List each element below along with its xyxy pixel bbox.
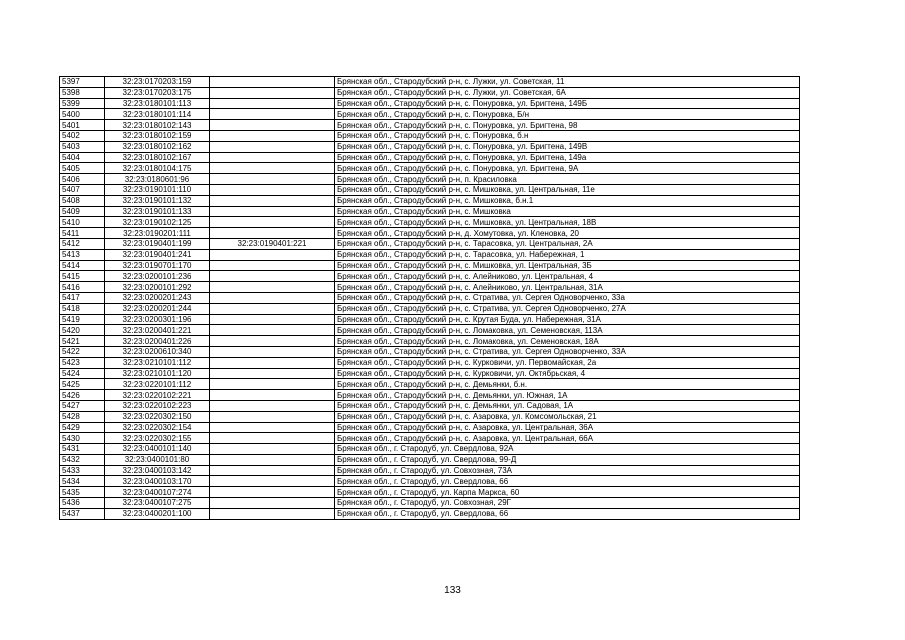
address-cell: Брянская обл., Стародубский р-н, с. Мишковка, ул. Центральная, 18В: [335, 217, 800, 228]
table-row: [60, 77, 800, 88]
table-row: [60, 433, 800, 444]
address-cell: Брянская обл., Стародубский р-н, с. Мишковка, ул. Центральная, 11е: [335, 184, 800, 195]
cadastral-number-cell: 32:23:0200101:236: [105, 271, 210, 282]
related-cadastral-cell: [210, 368, 335, 379]
related-cadastral-cell: [210, 260, 335, 271]
table-row: [60, 98, 800, 109]
row-number-cell: 5411: [60, 228, 105, 239]
row-number-cell: 5425: [60, 379, 105, 390]
address-cell: Брянская обл., г. Стародуб, ул. Карпа Маркса, 60: [335, 487, 800, 498]
related-cadastral-cell: [210, 454, 335, 465]
cadastral-number-cell: 32:23:0400107:274: [105, 487, 210, 498]
cadastral-number-cell: 32:23:0170203:175: [105, 87, 210, 98]
row-number-cell: 5418: [60, 303, 105, 314]
address-cell: Брянская обл., Стародубский р-н, с. Стратива, ул. Сергея Одноворченко, 33а: [335, 292, 800, 303]
address-cell: Брянская обл., Стародубский р-н, с. Понуровка, ул. Бригтена, 98: [335, 120, 800, 131]
row-number-cell: 5402: [60, 130, 105, 141]
address-cell: Брянская обл., г. Стародуб, ул. Свердлова, 66: [335, 476, 800, 487]
address-cell: Брянская обл., г. Стародуб, ул. Свердлова, 99-Д: [335, 454, 800, 465]
address-cell: Брянская обл., Стародубский р-н, с. Мишковка, ул. Центральная, 3Б: [335, 260, 800, 271]
related-cadastral-cell: [210, 292, 335, 303]
row-number-cell: 5426: [60, 390, 105, 401]
cadastral-number-cell: 32:23:0400103:142: [105, 465, 210, 476]
related-cadastral-cell: [210, 228, 335, 239]
table-row: [60, 238, 800, 249]
cadastral-number-cell: 32:23:0210101:112: [105, 357, 210, 368]
address-cell: Брянская обл., Стародубский р-н, д. Хомутовка, ул. Кленовка, 20: [335, 228, 800, 239]
row-number-cell: 5401: [60, 120, 105, 131]
related-cadastral-cell: [210, 87, 335, 98]
cadastral-number-cell: 32:23:0180102:162: [105, 141, 210, 152]
related-cadastral-cell: [210, 109, 335, 120]
row-number-cell: 5399: [60, 98, 105, 109]
related-cadastral-cell: [210, 282, 335, 293]
table-row: [60, 109, 800, 120]
row-number-cell: 5410: [60, 217, 105, 228]
cadastral-number-cell: 32:23:0200401:221: [105, 325, 210, 336]
address-cell: Брянская обл., Стародубский р-н, с. Курковичи, ул. Первомайская, 2а: [335, 357, 800, 368]
related-cadastral-cell: [210, 98, 335, 109]
related-cadastral-cell: [210, 184, 335, 195]
table-row: [60, 174, 800, 185]
table-row: [60, 390, 800, 401]
related-cadastral-cell: [210, 249, 335, 260]
row-number-cell: 5436: [60, 498, 105, 509]
cadastral-number-cell: 32:23:0200401:226: [105, 336, 210, 347]
row-number-cell: 5417: [60, 292, 105, 303]
related-cadastral-cell: [210, 77, 335, 88]
table-row: [60, 141, 800, 152]
cadastral-number-cell: 32:23:0400101:80: [105, 454, 210, 465]
table-row: [60, 271, 800, 282]
address-cell: Брянская обл., Стародубский р-н, с. Демьянки, ул. Южная, 1А: [335, 390, 800, 401]
address-cell: Брянская обл., Стародубский р-н, с. Азаровка, ул. Центральная, 66А: [335, 433, 800, 444]
table-row: [60, 422, 800, 433]
cadastral-number-cell: 32:23:0220102:221: [105, 390, 210, 401]
cadastral-number-cell: 32:23:0190701:170: [105, 260, 210, 271]
address-cell: Брянская обл., Стародубский р-н, с. Азаровка, ул. Комсомольская, 21: [335, 411, 800, 422]
registry-table-body: [60, 77, 800, 520]
related-cadastral-cell: [210, 465, 335, 476]
related-cadastral-cell: [210, 130, 335, 141]
cadastral-number-cell: 32:23:0180102:143: [105, 120, 210, 131]
related-cadastral-cell: [210, 346, 335, 357]
related-cadastral-cell: [210, 206, 335, 217]
row-number-cell: 5406: [60, 174, 105, 185]
table-row: [60, 476, 800, 487]
table-row: [60, 152, 800, 163]
row-number-cell: 5415: [60, 271, 105, 282]
table-row: [60, 282, 800, 293]
address-cell: Брянская обл., Стародубский р-н, с. Демьянки, ул. Садовая, 1А: [335, 400, 800, 411]
cadastral-number-cell: 32:23:0220302:150: [105, 411, 210, 422]
row-number-cell: 5416: [60, 282, 105, 293]
address-cell: Брянская обл., Стародубский р-н, с. Алейниково, ул. Центральная, 4: [335, 271, 800, 282]
cadastral-number-cell: 32:23:0190102:125: [105, 217, 210, 228]
table-row: [60, 346, 800, 357]
cadastral-number-cell: 32:23:0200201:243: [105, 292, 210, 303]
cadastral-number-cell: 32:23:0180102:159: [105, 130, 210, 141]
cadastral-number-cell: 32:23:0190201:111: [105, 228, 210, 239]
cadastral-number-cell: 32:23:0190401:199: [105, 238, 210, 249]
table-row: [60, 487, 800, 498]
cadastral-number-cell: 32:23:0180101:113: [105, 98, 210, 109]
row-number-cell: 5423: [60, 357, 105, 368]
table-row: [60, 184, 800, 195]
cadastral-number-cell: 32:23:0400103:170: [105, 476, 210, 487]
related-cadastral-cell: [210, 314, 335, 325]
table-row: [60, 444, 800, 455]
address-cell: Брянская обл., Стародубский р-н, с. Стратива, ул. Сергея Одноворченко, 27А: [335, 303, 800, 314]
related-cadastral-cell: [210, 163, 335, 174]
table-row: [60, 454, 800, 465]
cadastral-number-cell: 32:23:0170203:159: [105, 77, 210, 88]
related-cadastral-cell: [210, 444, 335, 455]
table-row: [60, 120, 800, 131]
address-cell: Брянская обл., Стародубский р-н, с. Ломаковка, ул. Семеновская, 18А: [335, 336, 800, 347]
related-cadastral-cell: [210, 141, 335, 152]
row-number-cell: 5422: [60, 346, 105, 357]
related-cadastral-cell: [210, 411, 335, 422]
row-number-cell: 5427: [60, 400, 105, 411]
related-cadastral-cell: [210, 271, 335, 282]
related-cadastral-cell: [210, 498, 335, 509]
table-row: [60, 303, 800, 314]
table-row: [60, 508, 800, 519]
table-row: [60, 498, 800, 509]
related-cadastral-cell: [210, 303, 335, 314]
related-cadastral-cell: [210, 476, 335, 487]
related-cadastral-cell: [210, 336, 335, 347]
table-row: [60, 228, 800, 239]
row-number-cell: 5408: [60, 195, 105, 206]
address-cell: Брянская обл., г. Стародуб, ул. Совхозная, 29Г: [335, 498, 800, 509]
table-row: [60, 206, 800, 217]
cadastral-number-cell: 32:23:0180102:167: [105, 152, 210, 163]
cadastral-number-cell: 32:23:0190101:132: [105, 195, 210, 206]
related-cadastral-cell: [210, 487, 335, 498]
related-cadastral-cell: [210, 174, 335, 185]
row-number-cell: 5434: [60, 476, 105, 487]
cadastral-number-cell: 32:23:0200301:196: [105, 314, 210, 325]
table-row: [60, 87, 800, 98]
cadastral-number-cell: 32:23:0210101:120: [105, 368, 210, 379]
address-cell: Брянская обл., Стародубский р-н, с. Мишковка: [335, 206, 800, 217]
row-number-cell: 5421: [60, 336, 105, 347]
row-number-cell: 5435: [60, 487, 105, 498]
row-number-cell: 5405: [60, 163, 105, 174]
address-cell: Брянская обл., Стародубский р-н, с. Алейниково, ул. Центральная, 31А: [335, 282, 800, 293]
cadastral-number-cell: 32:23:0220302:155: [105, 433, 210, 444]
table-row: [60, 130, 800, 141]
cadastral-number-cell: 32:23:0200101:292: [105, 282, 210, 293]
registry-table: [59, 76, 800, 520]
row-number-cell: 5432: [60, 454, 105, 465]
address-cell: Брянская обл., Стародубский р-н, с. Стратива, ул. Сергея Одноворченко, 33А: [335, 346, 800, 357]
cadastral-number-cell: 32:23:0220101:112: [105, 379, 210, 390]
row-number-cell: 5413: [60, 249, 105, 260]
row-number-cell: 5437: [60, 508, 105, 519]
related-cadastral-cell: 32:23:0190401:221: [210, 238, 335, 249]
related-cadastral-cell: [210, 379, 335, 390]
address-cell: Брянская обл., г. Стародуб, ул. Свердлова, 66: [335, 508, 800, 519]
table-row: [60, 325, 800, 336]
cadastral-number-cell: 32:23:0190401:241: [105, 249, 210, 260]
address-cell: Брянская обл., Стародубский р-н, с. Понуровка, ул. Бригтена, 149В: [335, 141, 800, 152]
cadastral-number-cell: 32:23:0190101:133: [105, 206, 210, 217]
row-number-cell: 5433: [60, 465, 105, 476]
table-row: [60, 465, 800, 476]
cadastral-number-cell: 32:23:0200201:244: [105, 303, 210, 314]
related-cadastral-cell: [210, 433, 335, 444]
row-number-cell: 5424: [60, 368, 105, 379]
related-cadastral-cell: [210, 400, 335, 411]
row-number-cell: 5398: [60, 87, 105, 98]
cadastral-number-cell: 32:23:0190101:110: [105, 184, 210, 195]
table-row: [60, 163, 800, 174]
address-cell: Брянская обл., Стародубский р-н, с. Курковичи, ул. Октябрьская, 4: [335, 368, 800, 379]
table-row: [60, 314, 800, 325]
row-number-cell: 5420: [60, 325, 105, 336]
table-row: [60, 357, 800, 368]
row-number-cell: 5403: [60, 141, 105, 152]
row-number-cell: 5397: [60, 77, 105, 88]
row-number-cell: 5430: [60, 433, 105, 444]
related-cadastral-cell: [210, 357, 335, 368]
address-cell: Брянская обл., Стародубский р-н, с. Мишковка, б.н.1: [335, 195, 800, 206]
related-cadastral-cell: [210, 422, 335, 433]
row-number-cell: 5409: [60, 206, 105, 217]
cadastral-number-cell: 32:23:0180101:114: [105, 109, 210, 120]
address-cell: Брянская обл., Стародубский р-н, с. Ломаковка, ул. Семеновская, 113А: [335, 325, 800, 336]
address-cell: Брянская обл., Стародубский р-н, с. Тарасовка, ул. Центральная, 2А: [335, 238, 800, 249]
cadastral-number-cell: 32:23:0180601:96: [105, 174, 210, 185]
cadastral-number-cell: 32:23:0400107:275: [105, 498, 210, 509]
table-row: [60, 400, 800, 411]
address-cell: Брянская обл., Стародубский р-н, с. Понуровка, б.н: [335, 130, 800, 141]
address-cell: Брянская обл., Стародубский р-н, с. Понуровка, ул. Бригтена, 149а: [335, 152, 800, 163]
row-number-cell: 5407: [60, 184, 105, 195]
address-cell: Брянская обл., Стародубский р-н, с. Понуровка, ул. Бригтена, 149Б: [335, 98, 800, 109]
related-cadastral-cell: [210, 152, 335, 163]
related-cadastral-cell: [210, 390, 335, 401]
address-cell: Брянская обл., Стародубский р-н, с. Тарасовка, ул. Набережная, 1: [335, 249, 800, 260]
row-number-cell: 5414: [60, 260, 105, 271]
table-row: [60, 260, 800, 271]
table-row: [60, 368, 800, 379]
address-cell: Брянская обл., Стародубский р-н, с. Крутая Буда, ул. Набережная, 31А: [335, 314, 800, 325]
table-row: [60, 217, 800, 228]
related-cadastral-cell: [210, 325, 335, 336]
table-row: [60, 249, 800, 260]
row-number-cell: 5404: [60, 152, 105, 163]
address-cell: Брянская обл., Стародубский р-н, с. Понуровка, Б/н: [335, 109, 800, 120]
address-cell: Брянская обл., г. Стародуб, ул. Совхозная, 73А: [335, 465, 800, 476]
cadastral-number-cell: 32:23:0400101:140: [105, 444, 210, 455]
address-cell: Брянская обл., Стародубский р-н, п. Красиловка: [335, 174, 800, 185]
address-cell: Брянская обл., г. Стародуб, ул. Свердлова, 92А: [335, 444, 800, 455]
row-number-cell: 5400: [60, 109, 105, 120]
address-cell: Брянская обл., Стародубский р-н, с. Демьянки, б.н.: [335, 379, 800, 390]
row-number-cell: 5429: [60, 422, 105, 433]
address-cell: Брянская обл., Стародубский р-н, с. Лужки, ул. Советская, 11: [335, 77, 800, 88]
row-number-cell: 5428: [60, 411, 105, 422]
cadastral-number-cell: 32:23:0220102:223: [105, 400, 210, 411]
table-row: [60, 336, 800, 347]
cadastral-number-cell: 32:23:0180104:175: [105, 163, 210, 174]
page-number: 133: [444, 585, 461, 596]
address-cell: Брянская обл., Стародубский р-н, с. Понуровка, ул. Бригтена, 9А: [335, 163, 800, 174]
related-cadastral-cell: [210, 120, 335, 131]
table-row: [60, 195, 800, 206]
address-cell: Брянская обл., Стародубский р-н, с. Азаровка, ул. Центральная, 36А: [335, 422, 800, 433]
address-cell: Брянская обл., Стародубский р-н, с. Лужки, ул. Советская, 6А: [335, 87, 800, 98]
row-number-cell: 5431: [60, 444, 105, 455]
cadastral-number-cell: 32:23:0200610:340: [105, 346, 210, 357]
table-row: [60, 411, 800, 422]
related-cadastral-cell: [210, 508, 335, 519]
row-number-cell: 5419: [60, 314, 105, 325]
related-cadastral-cell: [210, 217, 335, 228]
related-cadastral-cell: [210, 195, 335, 206]
cadastral-number-cell: 32:23:0400201:100: [105, 508, 210, 519]
table-row: [60, 292, 800, 303]
cadastral-number-cell: 32:23:0220302:154: [105, 422, 210, 433]
table-row: [60, 379, 800, 390]
row-number-cell: 5412: [60, 238, 105, 249]
